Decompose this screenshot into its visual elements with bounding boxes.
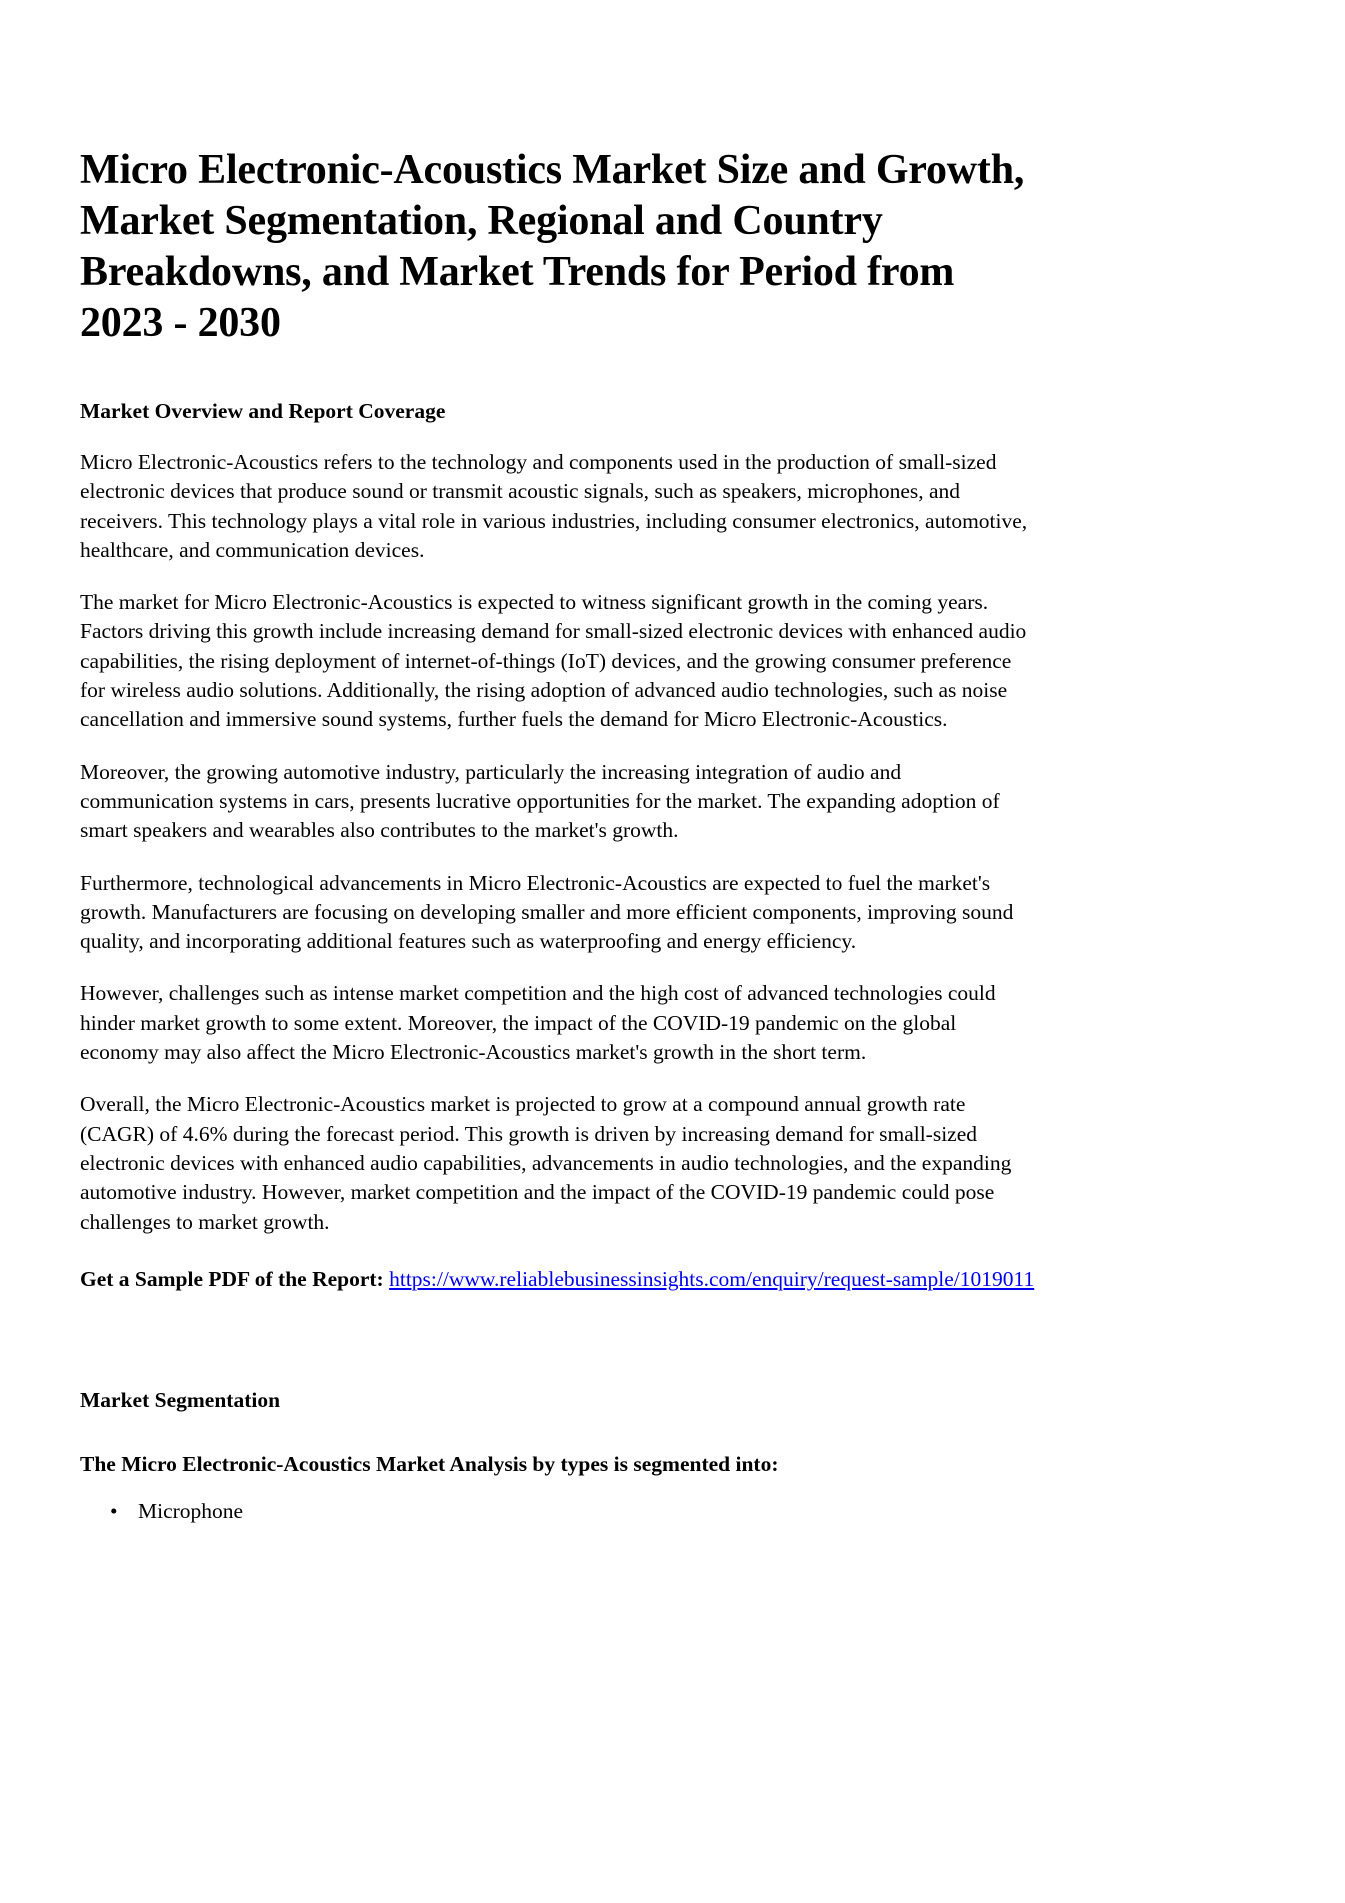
segmentation-types-list — [80, 1496, 1040, 1526]
sample-pdf-label: Get a Sample PDF of the Report: — [80, 1266, 384, 1291]
paragraph-overall-cagr: Overall, the Micro Electronic-Acoustics market is projected to grow at a compound annual growth rate (CAGR) of 4.6% during the forecast period. This growth is driven by increasing demand for small-sized electronic devices with enhanced audio capabilities, advancements in audio technologies, and the expanding automotive industry. However, market competition and the impact of the COVID-19 pandemic could pose challenges to market growth. — [80, 1092, 1012, 1234]
request-sample-link[interactable]: https://www.reliablebusinessinsights.com/enquiry/request-sample/1019011 — [389, 1266, 1035, 1291]
paragraph-technology: Furthermore, technological advancements in Micro Electronic-Acoustics are expected to fuel the market's growth. Manufacturers are focusing on developing smaller and more efficient components, improving sound quality, and incorporating additional features such as waterproofing and energy efficiency. — [80, 870, 1014, 954]
list-item-label: Microphone — [138, 1499, 244, 1524]
sample-pdf-cta — [80, 1265, 1040, 1294]
bullet-icon: • — [110, 1499, 118, 1524]
paragraph-automotive: Moreover, the growing automotive industry, particularly the increasing integration of audio and communication systems in cars, presents lucrative opportunities for the market. The expanding adoption of smart speakers and wearables also contributes to the market's growth. — [80, 759, 1000, 843]
page-title: Micro Electronic-Acoustics Market Size and Growth, Market Segmentation, Regional and Country Breakdowns, and Market Trends for Period from 2023 - 2030 — [80, 147, 1025, 346]
section-heading-market-segmentation: Market Segmentation — [80, 1388, 281, 1413]
paragraph-intro: Micro Electronic-Acoustics refers to the technology and components used in the production of small-sized electronic devices that produce sound or transmit acoustic signals, such as speakers, microphones, and receivers. This technology plays a vital role in various industries, including consumer electronics, automotive, healthcare, and communication devices. — [80, 450, 1028, 562]
paragraph-growth-drivers: The market for Micro Electronic-Acoustics is expected to witness significant growth in the coming years. Factors driving this growth include increasing demand for small-sized electronic devices with enhanced audio capabilities, the rising deployment of internet-of-things (IoT) devices, and the growing consumer preference for wireless audio solutions. Additionally, the rising adoption of advanced audio technologies, such as noise cancellation and immersive sound systems, further fuels the demand for Micro Electronic-Acoustics. — [80, 590, 1027, 732]
paragraph-challenges: However, challenges such as intense market competition and the high cost of advanced technologies could hinder market growth to some extent. Moreover, the impact of the COVID-19 pandemic on the global economy may also affect the Micro Electronic-Acoustics market's growth in the short term. — [80, 981, 996, 1065]
list-item — [110, 1496, 1040, 1526]
section-heading-market-overview: Market Overview and Report Coverage — [80, 399, 446, 423]
subheading-types-segmented: The Micro Electronic-Acoustics Market Analysis by types is segmented into: — [80, 1452, 779, 1477]
section-spacer — [80, 1294, 1040, 1338]
